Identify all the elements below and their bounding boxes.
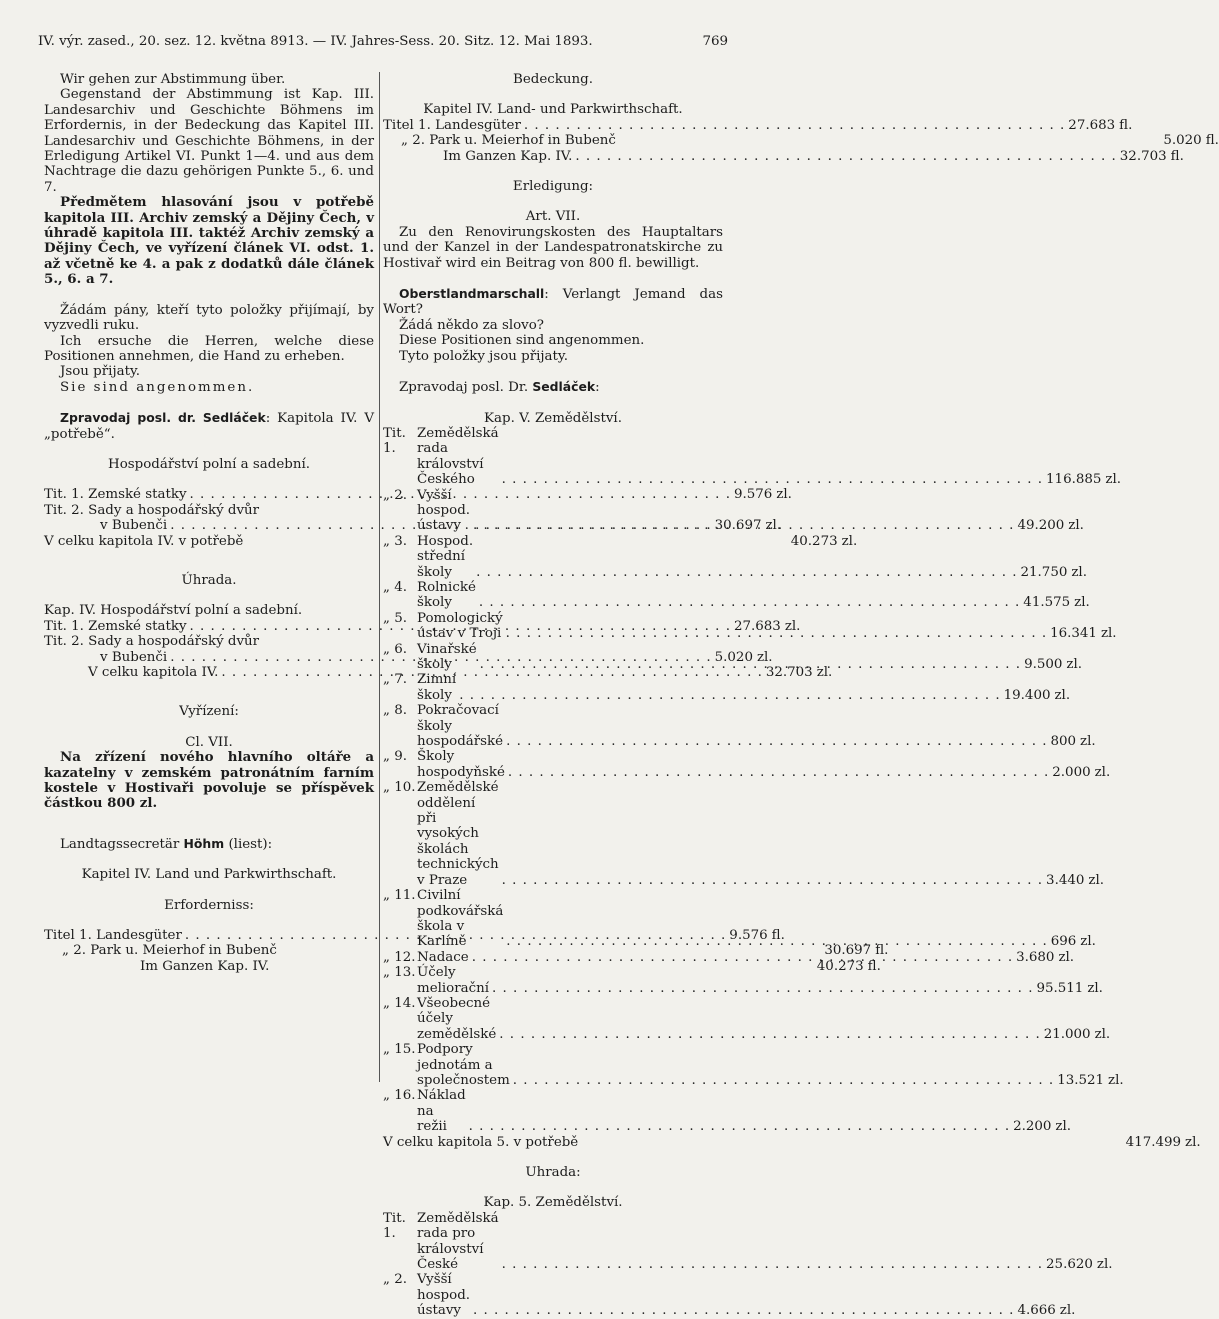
secretary-note: (liest): <box>228 836 273 852</box>
leader-dots <box>508 765 1049 780</box>
spacer <box>383 194 723 209</box>
budget-row-value: 800 <box>1050 734 1077 750</box>
budget-row-body <box>417 580 1090 611</box>
erf-label: „ 2. Park u. Meierhof in Bubenč <box>62 943 277 959</box>
need-unit: zl. <box>841 533 858 549</box>
spacer <box>383 164 723 179</box>
cover-unit: zl. <box>756 649 773 665</box>
result-cz-2: Tyto položky jsou přijaty. <box>399 348 568 364</box>
budget-row-value: 16.341 <box>1050 626 1097 642</box>
result-de: Sie sind angenommen. <box>60 379 255 395</box>
kap5-total-label: V celku kapitola 5. v potřebě <box>383 1134 579 1150</box>
leader-dots <box>513 1073 1054 1088</box>
heading-cover: Úhrada. <box>181 572 237 588</box>
budget-row-label: Účely meliorační <box>417 965 490 996</box>
leader-dots <box>472 950 1013 965</box>
budget-row-body <box>417 488 1084 534</box>
marshal-line <box>383 286 723 318</box>
budget-row-unit: zl. <box>1068 518 1084 534</box>
budget-row-title-number: „ 5. <box>383 610 407 626</box>
spacer <box>44 913 374 928</box>
paragraph-request-cz: Žádám pány, kteří tyto položky přijímají, by vyzvedli ruku. <box>44 302 374 334</box>
bed-unit: fl. <box>1170 148 1184 164</box>
cover-label: Tit. 2. Sady a hospodářský dvůr <box>44 634 260 650</box>
budget-row-unit: zl. <box>1087 980 1103 996</box>
erf-unit: fl. <box>771 928 785 944</box>
budget-row-title-number: „ 3. <box>383 533 407 549</box>
leader-dots <box>502 472 1043 487</box>
bed-value: 32.703 <box>1119 148 1167 164</box>
budget-row-unit: zl. <box>1080 934 1096 950</box>
spacer <box>383 396 723 411</box>
need-row <box>44 487 792 503</box>
secretary-title: Landtagssecretär <box>60 836 180 852</box>
budget-row-value: 25.620 <box>1046 1257 1093 1273</box>
bed-total-row <box>383 148 1184 164</box>
heading-agriculture: Hospodářství polní a sadební. <box>108 456 310 472</box>
budget-row-label: Podpory jednotám a společnostem <box>417 1042 510 1088</box>
budget-row-label: Školy hospodyňské <box>417 749 505 780</box>
erf-row <box>44 928 785 944</box>
rapporteur-text: : Kapitola IV. V „potřebě“. <box>44 411 374 442</box>
budget-row-title-number: „ 14. <box>383 995 416 1011</box>
budget-row-body <box>417 888 1096 950</box>
budget-row-title-number: „ 2. <box>383 1272 407 1288</box>
budget-row <box>383 995 1111 1042</box>
budget-row-body <box>417 1088 1071 1134</box>
budget-row-value: 49.200 <box>1017 518 1065 534</box>
budget-row-value: 696 <box>1050 934 1077 950</box>
rapporteur-name: Zpravodaj posl. dr. Sedláček <box>60 410 266 426</box>
need-value: 30.697 <box>714 518 762 534</box>
budget-row <box>383 780 1104 888</box>
budget-row-value: 3.680 <box>1016 949 1055 965</box>
budget-row-unit: zl. <box>1080 734 1096 750</box>
budget-row-value: 21.000 <box>1043 1026 1091 1042</box>
budget-row-unit: zl. <box>1066 657 1083 672</box>
cover-row <box>44 634 374 649</box>
leader-dots <box>476 565 1017 580</box>
heading-article: Cl. VII. <box>185 734 233 750</box>
spacer <box>383 87 723 102</box>
budget-row-label: Rolnické školy <box>417 579 476 611</box>
bed-value: 27.683 <box>1068 117 1116 133</box>
leader-dots <box>473 518 1014 533</box>
budget-row-body <box>417 780 1104 888</box>
paragraph-altar-cz: Na zřízení nového hlavního oltáře a kazatelny v zemském patronátním farním kostele v Hostivaři povoluje se příspěvek částkou 800 zl. <box>44 749 374 812</box>
budget-row-title-number: „ 8. <box>383 703 407 719</box>
budget-row-title-number: „ 2. <box>383 487 407 503</box>
bed-label: „ 2. Park u. Meierhof in Bubenč <box>401 133 616 149</box>
result-cz: Jsou přijaty. <box>60 364 140 380</box>
budget-row-label: Zimní školy <box>417 672 457 703</box>
budget-row-value: 2.000 <box>1052 764 1091 780</box>
budget-row-value: 2.200 <box>1013 1119 1052 1135</box>
uhrada-table <box>383 1210 1113 1319</box>
budget-row-title-number: „ 9. <box>383 749 407 765</box>
paragraph-altar-de: Zu den Renovirungskosten des Hauptaltars und der Kanzel in der Landespatronatskirche zu Hostivař wird ein Beitrag von 800 fl. bewilligt. <box>383 224 723 271</box>
spacer <box>383 1150 723 1165</box>
budget-row-unit: zl. <box>1059 1303 1076 1319</box>
budget-row-body <box>417 703 1096 749</box>
budget-row-unit: zl. <box>1105 472 1122 488</box>
header-session-info: IV. výr. zased., 20. sez. 12. května 8913. — IV. Jahres-Sess. 20. Sitz. 12. Mai 1893. <box>38 34 593 49</box>
bed-value: 5.020 <box>1163 133 1202 149</box>
budget-row <box>383 749 1111 780</box>
leader-dots <box>524 118 1065 133</box>
rapporteur-line-2: Zpravodaj posl. Dr. Sedláček: <box>399 379 600 396</box>
heading-erledigung: Erledigung: <box>512 179 594 195</box>
erf-label: Im Ganzen Kap. IV. <box>140 958 270 974</box>
budget-row <box>383 1272 1076 1319</box>
paragraph-subject-de: Gegenstand der Abstimmung ist Kap. III. Landesarchiv und Geschichte Böhmens im Erfordernis, in der Bedeckung das Kapitel III. Landesarchiv und Geschichte Böhmens, in der Erledigung Artikel VI. Punkt 1—4. und aus dem Nachtrage die dazu gehörigen Punkte 5., 6. und 7. <box>44 87 374 195</box>
spacer <box>44 680 374 704</box>
cover-unit: zl. <box>784 618 801 634</box>
budget-row-title-number: Tit. 1. <box>383 425 406 457</box>
budget-row-title-number: „ 16. <box>383 1088 416 1104</box>
budget-row-label: Vinařské školy <box>417 641 477 672</box>
budget-row-label: Všeobecné účely zemědělské <box>417 995 497 1042</box>
budget-row-unit: zl. <box>1094 764 1111 780</box>
spacer <box>383 364 723 379</box>
marshal-text: : Verlangt Jemand das Wort? <box>383 287 723 318</box>
budget-row <box>383 703 1096 750</box>
need-row <box>44 503 374 518</box>
budget-row-value: 3.440 <box>1046 872 1085 888</box>
page-header <box>38 34 728 54</box>
cover-value: 5.020 <box>714 649 753 665</box>
budget-row-body <box>417 642 1082 673</box>
bed-label: Titel 1. Landesgüter <box>383 117 521 133</box>
budget-row-title-number: „ 12. <box>383 949 416 965</box>
kap5-total-value: 417.499 <box>1125 1134 1182 1150</box>
leader-dots <box>492 981 1033 996</box>
need-row <box>44 518 782 534</box>
need-label: v Bubenči <box>100 518 168 534</box>
budget-row-title-number: „ 13. <box>383 965 416 981</box>
budget-row-value: 4.666 <box>1017 1303 1056 1319</box>
budget-row-title-number: „ 10. <box>383 780 416 796</box>
leader-dots <box>502 873 1043 888</box>
need-value: 9.576 <box>733 487 773 503</box>
leader-dots <box>499 1027 1040 1042</box>
leader-dots <box>575 149 1116 164</box>
spacer <box>44 288 374 303</box>
cover-unit: zl. <box>816 665 833 680</box>
budget-row-label: Zemědělské oddělení při vysokých školách technických v Praze <box>417 780 499 888</box>
need-label: V celku kapitola IV. v potřebě <box>44 533 244 549</box>
cover-value: 32.703 <box>765 665 813 680</box>
budget-row-title-number: „ 4. <box>383 579 407 595</box>
heading-kap5: Kap. V. Zemědělství. <box>484 410 622 426</box>
budget-row-unit: zl. <box>1088 872 1104 888</box>
budget-row-body <box>417 996 1110 1042</box>
heading-art: Art. VII. <box>525 209 581 225</box>
need-label: Tit. 1. Zemské statky <box>44 487 187 503</box>
cover-value: 27.683 <box>733 618 781 634</box>
need-label: Tit. 2. Sady a hospodářský dvůr <box>44 502 260 518</box>
bed-label: Im Ganzen Kap. IV. <box>443 148 573 164</box>
bed-unit: fl. <box>1205 133 1219 149</box>
budget-row-title-number: „ 15. <box>383 1042 416 1058</box>
erf-value: 9.576 <box>729 928 768 944</box>
spacer <box>44 588 374 603</box>
budget-row-unit: zl. <box>1054 687 1071 703</box>
budget-row <box>383 1210 1113 1273</box>
budget-row-unit: zl. <box>1108 1072 1124 1088</box>
cover-label: Tit. 1. Zemské statky <box>44 618 187 634</box>
heading-resolution: Vyřízení: <box>179 704 239 720</box>
secretary-line <box>44 836 374 852</box>
budget-row-value: 9.500 <box>1024 657 1063 672</box>
budget-row-value: 95.511 <box>1036 980 1084 996</box>
erf-value: 40.273 <box>816 958 864 974</box>
spacer <box>44 549 374 573</box>
need-value: 40.273 <box>790 533 838 549</box>
budget-row-body <box>417 950 1074 965</box>
budget-row-label: Vyšší hospod. ústavy <box>417 1272 471 1319</box>
budget-row <box>383 1042 1124 1088</box>
budget-row-body <box>417 1211 1113 1273</box>
paragraph-vote-de: Wir gehen zur Abstimmung über. <box>60 72 286 87</box>
leader-dots <box>506 734 1047 749</box>
leader-dots <box>479 595 1020 610</box>
secretary-name: Höhm <box>183 835 225 851</box>
budget-row-body <box>417 611 1117 642</box>
leader-dots <box>506 934 1047 949</box>
spacer <box>383 1180 723 1195</box>
budget-row-unit: zl. <box>1055 1119 1072 1135</box>
leader-dots <box>459 688 1000 703</box>
rapporteur-name-2: Sedláček <box>532 379 596 395</box>
need-total-row <box>44 533 858 549</box>
erf-unit: fl. <box>875 943 889 959</box>
budget-row-label: Hospod. střední školy <box>417 533 474 580</box>
heading-chapter-de: Kapitel IV. Land und Parkwirthschaft. <box>81 867 337 883</box>
bed-row <box>383 133 1219 149</box>
budget-row-label: Pomologický ústav v Troji <box>417 610 503 642</box>
rapporteur-line <box>44 410 374 442</box>
budget-row-label: Civilní podkovářská škola v Karlíně <box>417 888 504 950</box>
budget-row-title-number: „ 7. <box>383 672 407 688</box>
budget-row-body <box>417 749 1110 780</box>
bed-title: Kapitel IV. Land- und Parkwirthschaft. <box>423 102 683 118</box>
budget-row-body <box>417 534 1087 580</box>
bed-row <box>383 117 1133 133</box>
marshal-name: Oberstlandmarschall <box>399 286 545 302</box>
budget-row-value: 116.885 <box>1046 472 1102 488</box>
budget-row-unit: zl. <box>1100 626 1117 642</box>
cover-title: Kap. IV. Hospodářství polní a sadební. <box>44 603 303 619</box>
rapporteur-title: Zpravodaj posl. Dr. <box>399 380 529 396</box>
budget-row-unit: zl. <box>1096 1257 1113 1273</box>
budget-row-body <box>417 1042 1124 1088</box>
need-unit: zl. <box>776 487 792 503</box>
cover-total-row <box>44 665 833 680</box>
budget-row <box>383 579 1090 611</box>
budget-row-value: 41.575 <box>1023 595 1071 611</box>
spacer <box>44 812 374 836</box>
budget-row-body <box>417 965 1103 996</box>
kap5-total-row <box>383 1134 1201 1150</box>
spacer <box>383 271 723 286</box>
bed-unit: fl. <box>1119 117 1133 133</box>
budget-row-label: Nadace <box>417 949 469 965</box>
cover-label: V celku kapitola IV. <box>88 665 219 680</box>
budget-row-label: Náklad na režii <box>417 1088 466 1135</box>
budget-row-body <box>417 426 1121 488</box>
paragraph-request-de: Ich ersuche die Herren, welche diese Positionen annehmen, die Hand zu erheben. <box>44 333 374 364</box>
paragraph-subject-cz: Předmětem hlasování jsou v potřebě kapitola III. Archiv zemský a Dějiny Čech, v úhradě kapitola III. taktéž Archiv zemský a Dějiny Čech, ve vyřízení článek VI. odst. 1. až včetně ke 4. a pak z dodatků dále článek 5., 6. a 7. <box>44 194 374 288</box>
budget-row-body <box>417 1272 1075 1318</box>
budget-row-label: Pokračovací školy hospodářské <box>417 703 504 750</box>
cover-label: v Bubenči <box>100 649 168 665</box>
spacer <box>44 883 374 898</box>
leader-dots <box>473 1303 1014 1318</box>
budget-row-unit: zl. <box>1058 949 1075 965</box>
budget-row-unit: zl. <box>1074 595 1090 611</box>
spacer <box>44 852 374 867</box>
leader-dots <box>469 1119 1010 1134</box>
budget-row-unit: zl. <box>1071 564 1087 580</box>
budget-row-label: Vyšší hospod. ústavy <box>417 487 471 534</box>
budget-row-unit: zl. <box>1094 1026 1111 1042</box>
heading-kap5-cover: Kap. 5. Zemědělství. <box>483 1195 623 1211</box>
budget-row <box>383 1088 1072 1135</box>
spacer <box>44 720 374 735</box>
budget-row-label: Zemědělská rada království Českého <box>417 425 499 488</box>
budget-row-title-number: „ 6. <box>383 641 407 657</box>
budget-row-body <box>417 672 1070 703</box>
budget-row <box>383 425 1122 488</box>
heading-uhrada: Uhrada: <box>525 1165 581 1180</box>
page-number: 769 <box>702 34 728 49</box>
erf-value: 30.697 <box>824 943 872 959</box>
spacer <box>44 472 374 487</box>
leader-dots <box>480 657 1021 672</box>
budget-row-title-number: „ 11. <box>383 888 416 904</box>
budget-row-value: 21.750 <box>1020 564 1068 580</box>
budget-row-title-number: Tit. 1. <box>383 1210 406 1242</box>
budget-row-value: 19.400 <box>1003 687 1051 703</box>
budget-row-value: 13.521 <box>1057 1072 1105 1088</box>
heading-bedeckung: Bedeckung. <box>513 72 593 87</box>
kap5-total-unit: zl. <box>1185 1134 1201 1150</box>
heading-requirement-de: Erforderniss: <box>164 897 254 913</box>
leader-dots <box>506 626 1047 641</box>
budget-row-label: Zemědělská rada pro království České <box>417 1210 499 1273</box>
need-unit: zl. <box>765 518 782 534</box>
spacer <box>44 395 374 410</box>
question-cz: Žádá někdo za slovo? <box>399 317 544 333</box>
erf-unit: fl. <box>867 958 881 974</box>
erf-label: Titel 1. Landesgüter <box>44 928 182 944</box>
result-de-2: Diese Positionen sind angenommen. <box>399 333 645 349</box>
leader-dots <box>502 1257 1043 1272</box>
spacer <box>44 442 374 457</box>
